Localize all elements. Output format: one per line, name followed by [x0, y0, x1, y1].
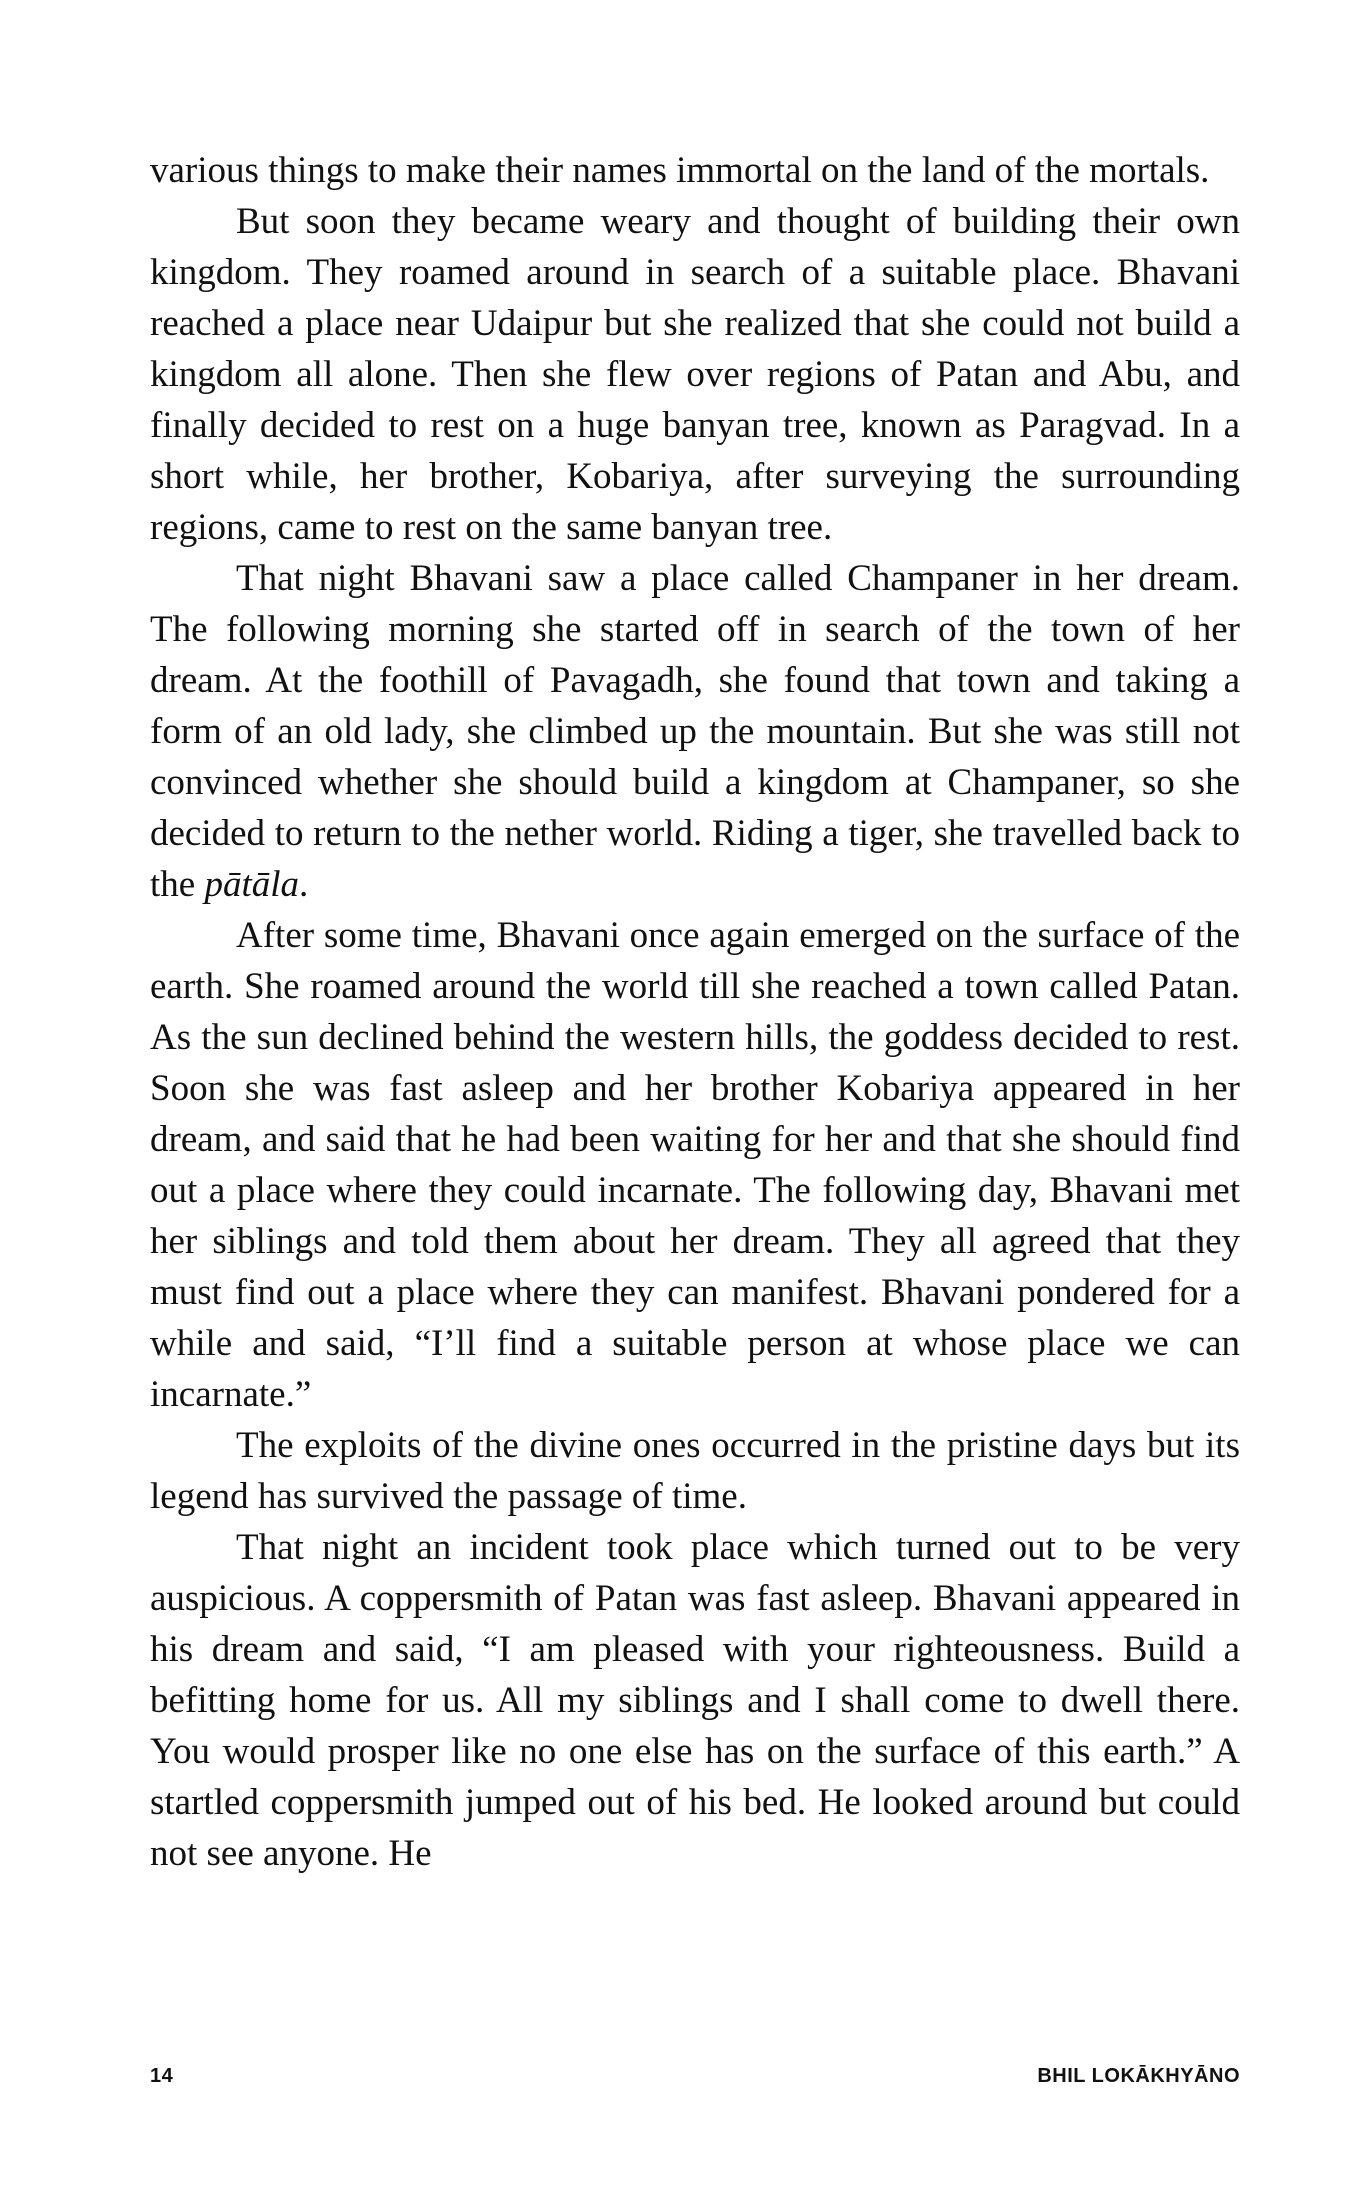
paragraph-5: The exploits of the divine ones occurred in the pristine days but its legend has survived the passage of time.	[150, 1425, 1240, 1517]
paragraph-2: But soon they became weary and thought of building their own kingdom. They roamed around in search of a suitable place. Bhavani reached a place near Udaipur but she realized that she could not build a kingdom all alone. Then she flew over regions of Patan and Abu, and finally decided to rest on a huge banyan tree, known as Paragvad. In a short while, her brother, Kobariya, after surveying the surrounding regions, came to rest on the same banyan tree.	[150, 201, 1240, 548]
paragraph-6: That night an incident took place which turned out to be very auspicious. A coppersmith of Patan was fast asleep. Bhavani appeared in his dream and said, “I am pleased with your righteousness. Build a befitting home for us. All my siblings and I shall come to dwell there. You would prosper like no one else has on the surface of this earth.” A startled coppersmith jumped out of his bed. He looked around but could not see anyone. He	[150, 1527, 1240, 1874]
paragraph-3	[150, 553, 1240, 910]
paragraph-3-period: .	[299, 864, 309, 905]
paragraph-3-text: That night Bhavani saw a place called Champaner in her dream. The following morning she started off in search of the town of her dream. At the foothill of Pavagadh, she found that town and taking a form of an old lady, she climbed up the mountain. But she was still not convinced whether she should build a kingdom at Champaner, so she decided to return to the nether world. Riding a tiger, she travelled back to the	[150, 558, 1240, 905]
paragraph-1: various things to make their names immortal on the land of the mortals.	[150, 150, 1210, 191]
page-number: 14	[150, 2065, 174, 2087]
running-title: BHIL LOKĀKHYĀNO	[1037, 2065, 1240, 2087]
italic-term-patala: pātāla	[204, 864, 300, 905]
page-footer	[150, 2065, 1240, 2095]
page-body	[150, 145, 1240, 1879]
paragraph-4: After some time, Bhavani once again emerged on the surface of the earth. She roamed around the world till she reached a town called Patan. As the sun declined behind the western hills, the goddess decided to rest. Soon she was fast asleep and her brother Kobariya appeared in her dream, and said that he had been waiting for her and that she should find out a place where they could incarnate. The following day, Bhavani met her siblings and told them about her dream. They all agreed that they must find out a place where they can manifest. Bhavani pondered for a while and said, “I’ll find a suitable person at whose place we can incarnate.”	[150, 915, 1240, 1415]
